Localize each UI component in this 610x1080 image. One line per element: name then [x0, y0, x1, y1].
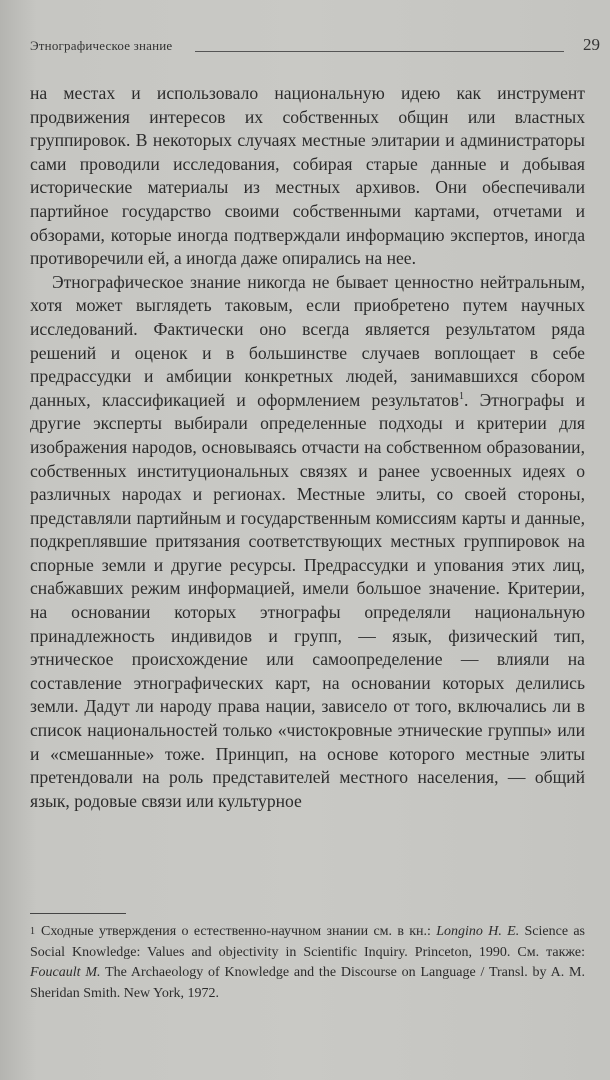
header-rule: [195, 51, 564, 52]
paragraph-1: на местах и использовало национальную идею как инструмент продвижения интересов их собственных общин или властных группировок. В некоторых случаях местные элитарии и администраторы сами проводили исследования, собирая старые данные и добывая исторические материалы из местных архивов. Они обеспечивали партийное государство своими собственными картами, отчетами и обзорами, которые иногда подтверждали информацию экспертов, иногда противоречили ей, а иногда даже опирались на нее.: [30, 83, 585, 269]
paragraph-2-text-b: . Этнографы и другие эксперты выбирали определенные подходы и критерии для изображения народов, основываясь отчасти на собственном образовании, собственных институциональных связях и ранее усвоенных идеях о различных народах и регионах. Местные элиты, со своей стороны, представляли партийным и государственным комиссиям карты и данные, подкреплявшие притязания соответствующих местных группировок на спорные земли и другие ресурсы. Предрассудки и упования этих лиц, снабжавших режим информацией, имели большое значение. Критерии, на основании которых этнографы определяли национальную принадлежность индивидов и групп, — язык, физический тип, этническое происхождение или самоопределение — влияли на составление этнографических карт, на основании которых делились земли. Дадут ли народу права нации, зависело от того, включались ли в список национальностей только «чистокровные этнические группы» или и «смешанные» тоже. Принцип, на основе которого местные элиты претендовали на роль представителей местного населения, — общий язык, родовые связи или культурное: [30, 389, 585, 811]
body-text: [30, 82, 585, 813]
footnote: [30, 922, 585, 1004]
footnote-reference[interactable]: 1: [458, 390, 464, 402]
page-number: 29: [583, 35, 600, 54]
footnote-rule: [30, 913, 126, 914]
footnote-number: 1: [30, 926, 35, 937]
paragraph-2-text-a: Этнографическое знание никогда не бывает ценностно нейтральным, хотя может выглядеть таковым, если приобретено путем научных исследований. Фактически оно всегда является результатом ряда решений и оценок и в большинстве случаев воплощает в себе предрассудки и амбиции конкретных людей, занимавшихся сбором данных, классификацией и оформлением результатов: [30, 271, 585, 410]
running-title: Этнографическое знание: [30, 38, 173, 53]
footnote-text-b: Science as Social Knowledge: Values and objectivity in Scientific Inquiry. Princeton, 1990. См. также:: [30, 924, 586, 960]
footnote-text-c: The Archaeology of Knowledge and the Discourse on Language / Transl. by A. M. Sheridan Smith. New York, 1972.: [30, 965, 585, 1001]
page-header: [30, 35, 600, 60]
footnote-author-1: Longino H. E.: [436, 924, 520, 939]
footnote-text-a: Сходные утверждения о естественно-научном знании см. в кн.:: [41, 924, 437, 939]
paragraph-2: [30, 271, 585, 814]
footnote-author-2: Foucault M.: [30, 965, 101, 980]
